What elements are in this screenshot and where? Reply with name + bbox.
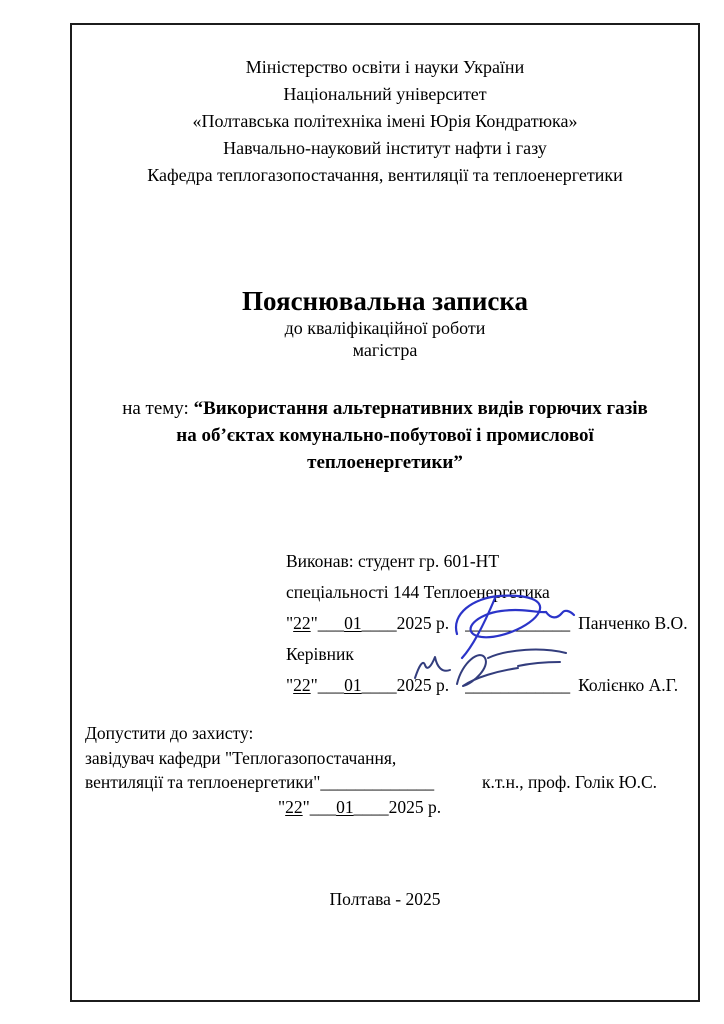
date-tail: ____2025 р. (361, 675, 450, 695)
header-line-university: Національний університет (283, 84, 487, 104)
topic-text-1: “Використання альтернативних видів горючих газів (193, 398, 648, 419)
date-tail: ____2025 р. (361, 613, 450, 633)
date-fill-1: "___ (302, 796, 337, 817)
document-title-block (70, 285, 700, 361)
signature-blank: ____________ (465, 675, 571, 695)
topic-prefix: на тему: (122, 398, 194, 419)
admission-heading: Допустити до захисту: (85, 723, 254, 743)
supervisor-label: Керівник (286, 644, 354, 664)
supervisor-date-signature-line (286, 670, 696, 701)
executor-role-line: Виконав: студент гр. 601-НТ (286, 551, 500, 571)
date-month: 01 (344, 613, 362, 633)
supervisor-name: Колієнко А.Г. (578, 675, 679, 695)
thesis-topic (70, 395, 700, 476)
header-line-department: Кафедра теплогазопостачання, вентиляції та теплоенергетики (147, 165, 623, 185)
city-year: Полтава - 2025 (329, 889, 441, 909)
topic-line-1 (70, 395, 700, 422)
admission-department-line-1: завідувач кафедри "Теплогазопостачання, (85, 747, 397, 768)
header-line-ministry: Міністерство освіти і науки України (245, 57, 525, 77)
date-month: 01 (336, 796, 354, 817)
executor-date-signature-line (286, 608, 696, 639)
admission-date-line (278, 795, 657, 820)
department-head-name: к.т.н., проф. Голік Ю.С. (481, 772, 657, 793)
document-title: Пояснювальна записка (241, 286, 529, 316)
date-month: 01 (344, 675, 362, 695)
admission-department-line-2 (85, 770, 657, 795)
date-day: 22 (293, 613, 311, 633)
executor-block (286, 546, 696, 701)
date-tail: ____2025 р. (353, 796, 442, 817)
topic-line-2: на об’єктах комунально-побутової і промислової (176, 425, 594, 446)
date-quote-open: " (278, 796, 286, 817)
institution-header (70, 54, 700, 189)
signature-blank: ____________ (465, 613, 571, 633)
admission-department-blank: вентиляції та теплоенергетики"_____________ (85, 772, 435, 793)
document-degree: магістра (352, 340, 418, 360)
header-line-institute: Навчально-науковий інститут нафти і газу (223, 138, 547, 158)
date-quote-open: " (286, 675, 294, 695)
date-day: 22 (285, 796, 303, 817)
header-line-university-name: «Полтавська політехніка імені Юрія Кондратюка» (192, 111, 578, 131)
date-quote-open: " (286, 613, 294, 633)
date-day: 22 (293, 675, 311, 695)
admission-block (85, 721, 657, 819)
date-fill-1: "___ (310, 613, 345, 633)
student-name: Панченко В.О. (578, 613, 688, 633)
executor-specialty-line: спеціальності 144 Теплоенергетика (286, 582, 550, 602)
document-subtitle: до кваліфікаційної роботи (284, 318, 486, 338)
topic-line-3: теплоенергетики” (307, 452, 463, 473)
date-fill-1: "___ (310, 675, 345, 695)
